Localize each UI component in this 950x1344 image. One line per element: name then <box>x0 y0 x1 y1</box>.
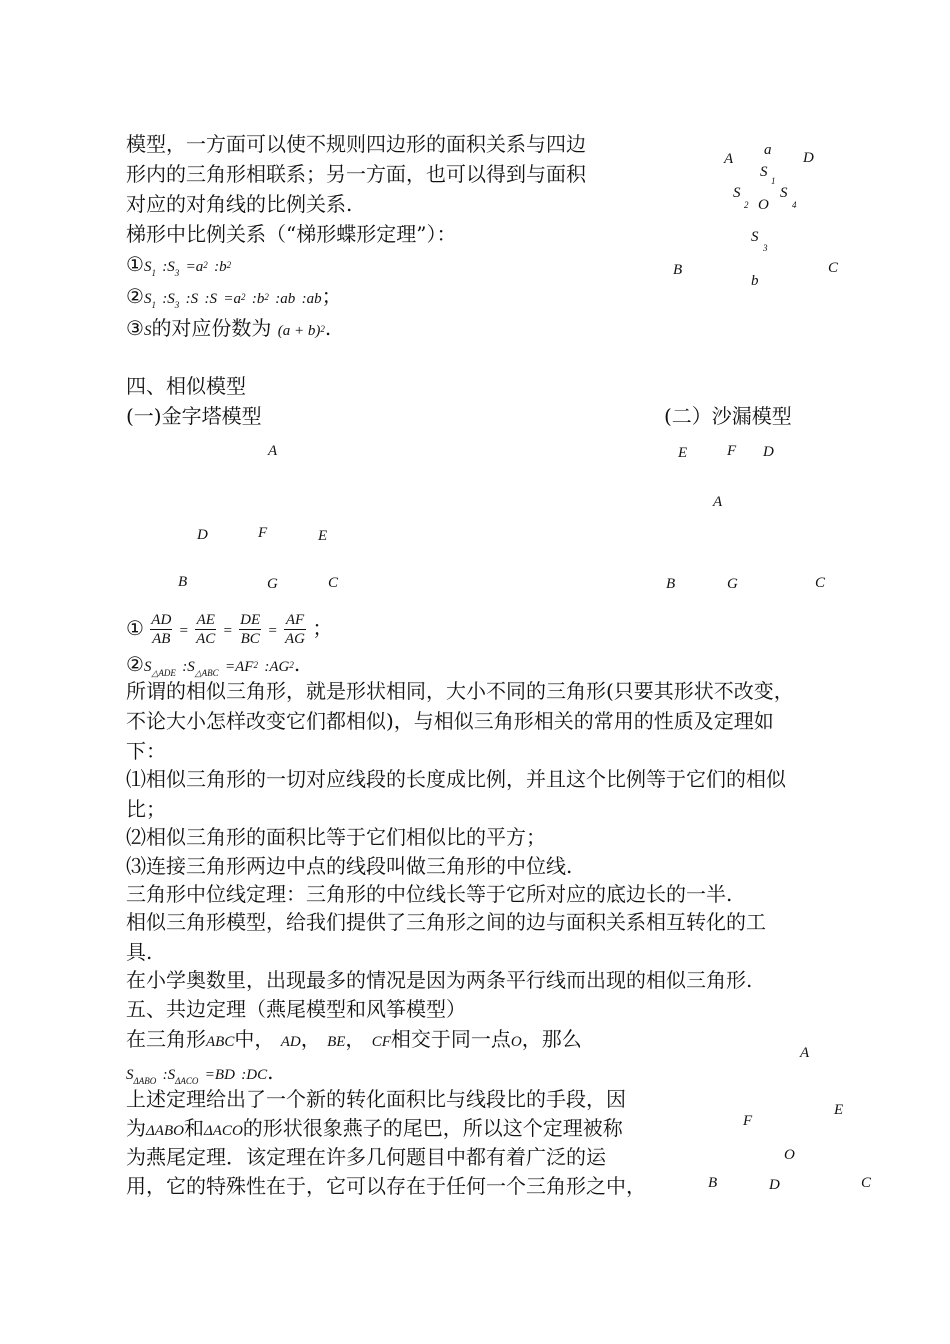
paragraph-line: 用，它的特殊性在于，它可以存在于任何一个三角形之中， <box>126 1174 646 1198</box>
swallowtail-formula: $S_{\Delta ABO}$ $:S_{\Delta ACO} =BD$ :DC. <box>126 1060 274 1086</box>
point-label: B <box>708 1175 718 1191</box>
point-label: A <box>268 443 278 459</box>
point-label: D <box>769 1177 780 1193</box>
area-subscript: 4 <box>792 200 797 210</box>
point-label: G <box>727 576 738 592</box>
property-1-cont: 比； <box>126 797 166 821</box>
area-subscript: 1 <box>771 176 776 186</box>
point-label: E <box>834 1102 844 1118</box>
similarity-ratio-formula: ① $\frac{AD}{AB}$ = $\frac{AE}{AC}$ = $\frac{DE}{BC}$ = $\frac{AF}{AG}$ ； <box>126 612 333 647</box>
point-label: G <box>267 576 278 592</box>
formula-3: ③S的对应份数为 (a + b)2. <box>126 316 332 340</box>
point-label: A <box>713 494 723 510</box>
point-label: F <box>258 525 268 541</box>
trapezoid-theorem-title: 梯形中比例关系（“梯形蝶形定理”）： <box>126 222 457 246</box>
area-label: S <box>760 164 768 180</box>
midline-theorem: 三角形中位线定理：三角形的中位线长等于它所对应的底边长的一半. <box>126 882 733 906</box>
point-label: O <box>758 197 769 213</box>
point-label: D <box>197 527 208 543</box>
point-label: B <box>666 576 676 592</box>
formula-1: $①S_1$ $:S_3 =a2$ :b2 <box>126 252 232 278</box>
paragraph-line: 相似三角形模型，给我们提供了三角形之间的边与面积关系相互转化的工 <box>126 910 766 934</box>
area-label: S <box>751 229 759 245</box>
point-label: O <box>784 1147 795 1163</box>
paragraph-line: 上述定理给出了一个新的转化面积比与线段比的手段，因 <box>126 1087 626 1111</box>
point-label: C <box>815 575 826 591</box>
area-label: S <box>733 185 741 201</box>
similarity-area-formula: $②S_{\triangle ADE}$ $:S_{\triangle ABC} =AF2$ :AG2. <box>126 652 301 678</box>
paragraph-line: 下： <box>126 739 166 763</box>
paragraph-line: 为ΔABO和ΔACO的形状很象燕子的尾巴，所以这个定理被称 <box>126 1116 623 1140</box>
point-label: B <box>178 574 188 590</box>
pyramid-model-title: (一)金字塔模型 <box>126 404 262 428</box>
formula-2: $②S_1$ $:S_3$ :S :S =a2 :b2 :ab :ab； <box>126 284 342 310</box>
hourglass-model-title: (二）沙漏模型 <box>664 404 792 428</box>
area-subscript: 3 <box>763 243 768 253</box>
paragraph-line: 具. <box>126 940 153 964</box>
point-label: D <box>763 444 774 460</box>
point-label: E <box>678 445 688 461</box>
point-label: D <box>803 150 814 166</box>
paragraph-line: 所谓的相似三角形，就是形状相同，大小不同的三角形(只要其形状不改变， <box>126 679 794 703</box>
area-subscript: 2 <box>744 200 749 210</box>
point-label: A <box>724 151 734 167</box>
property-3: ⑶连接三角形两边中点的线段叫做三角形的中位线. <box>126 854 573 878</box>
swallowtail-statement: 在三角形ABC中， AD， BE， CF相交于同一点O，那么 <box>126 1027 582 1051</box>
paragraph-line: 在小学奥数里，出现最多的情况是因为两条平行线而出现的相似三角形. <box>126 968 753 992</box>
point-label: C <box>828 260 839 276</box>
intro-line-1: 模型，一方面可以使不规则四边形的面积关系与四边 <box>126 132 586 156</box>
section-5-heading: 五、共边定理（燕尾模型和风筝模型） <box>126 997 466 1021</box>
point-label: C <box>328 575 339 591</box>
paragraph-line: 为燕尾定理．该定理在许多几何题目中都有着广泛的运 <box>126 1145 606 1169</box>
point-label: F <box>743 1113 753 1129</box>
point-label: b <box>751 273 759 289</box>
point-label: E <box>318 528 328 544</box>
section-4-heading: 四、相似模型 <box>126 374 246 398</box>
point-label: C <box>861 1175 872 1191</box>
point-label: a <box>764 142 772 158</box>
area-label: S <box>780 185 788 201</box>
point-label: F <box>727 443 737 459</box>
point-label: B <box>673 262 683 278</box>
intro-line-2: 形内的三角形相联系；另一方面，也可以得到与面积 <box>126 162 586 186</box>
property-2: ⑵相似三角形的面积比等于它们相似比的平方； <box>126 825 546 849</box>
property-1: ⑴相似三角形的一切对应线段的长度成比例，并且这个比例等于它们的相似 <box>126 767 786 791</box>
point-label: A <box>800 1045 810 1061</box>
paragraph-line: 不论大小怎样改变它们都相似)，与相似三角形相关的常用的性质及定理如 <box>126 709 774 733</box>
intro-line-3: 对应的对角线的比例关系. <box>126 192 353 216</box>
